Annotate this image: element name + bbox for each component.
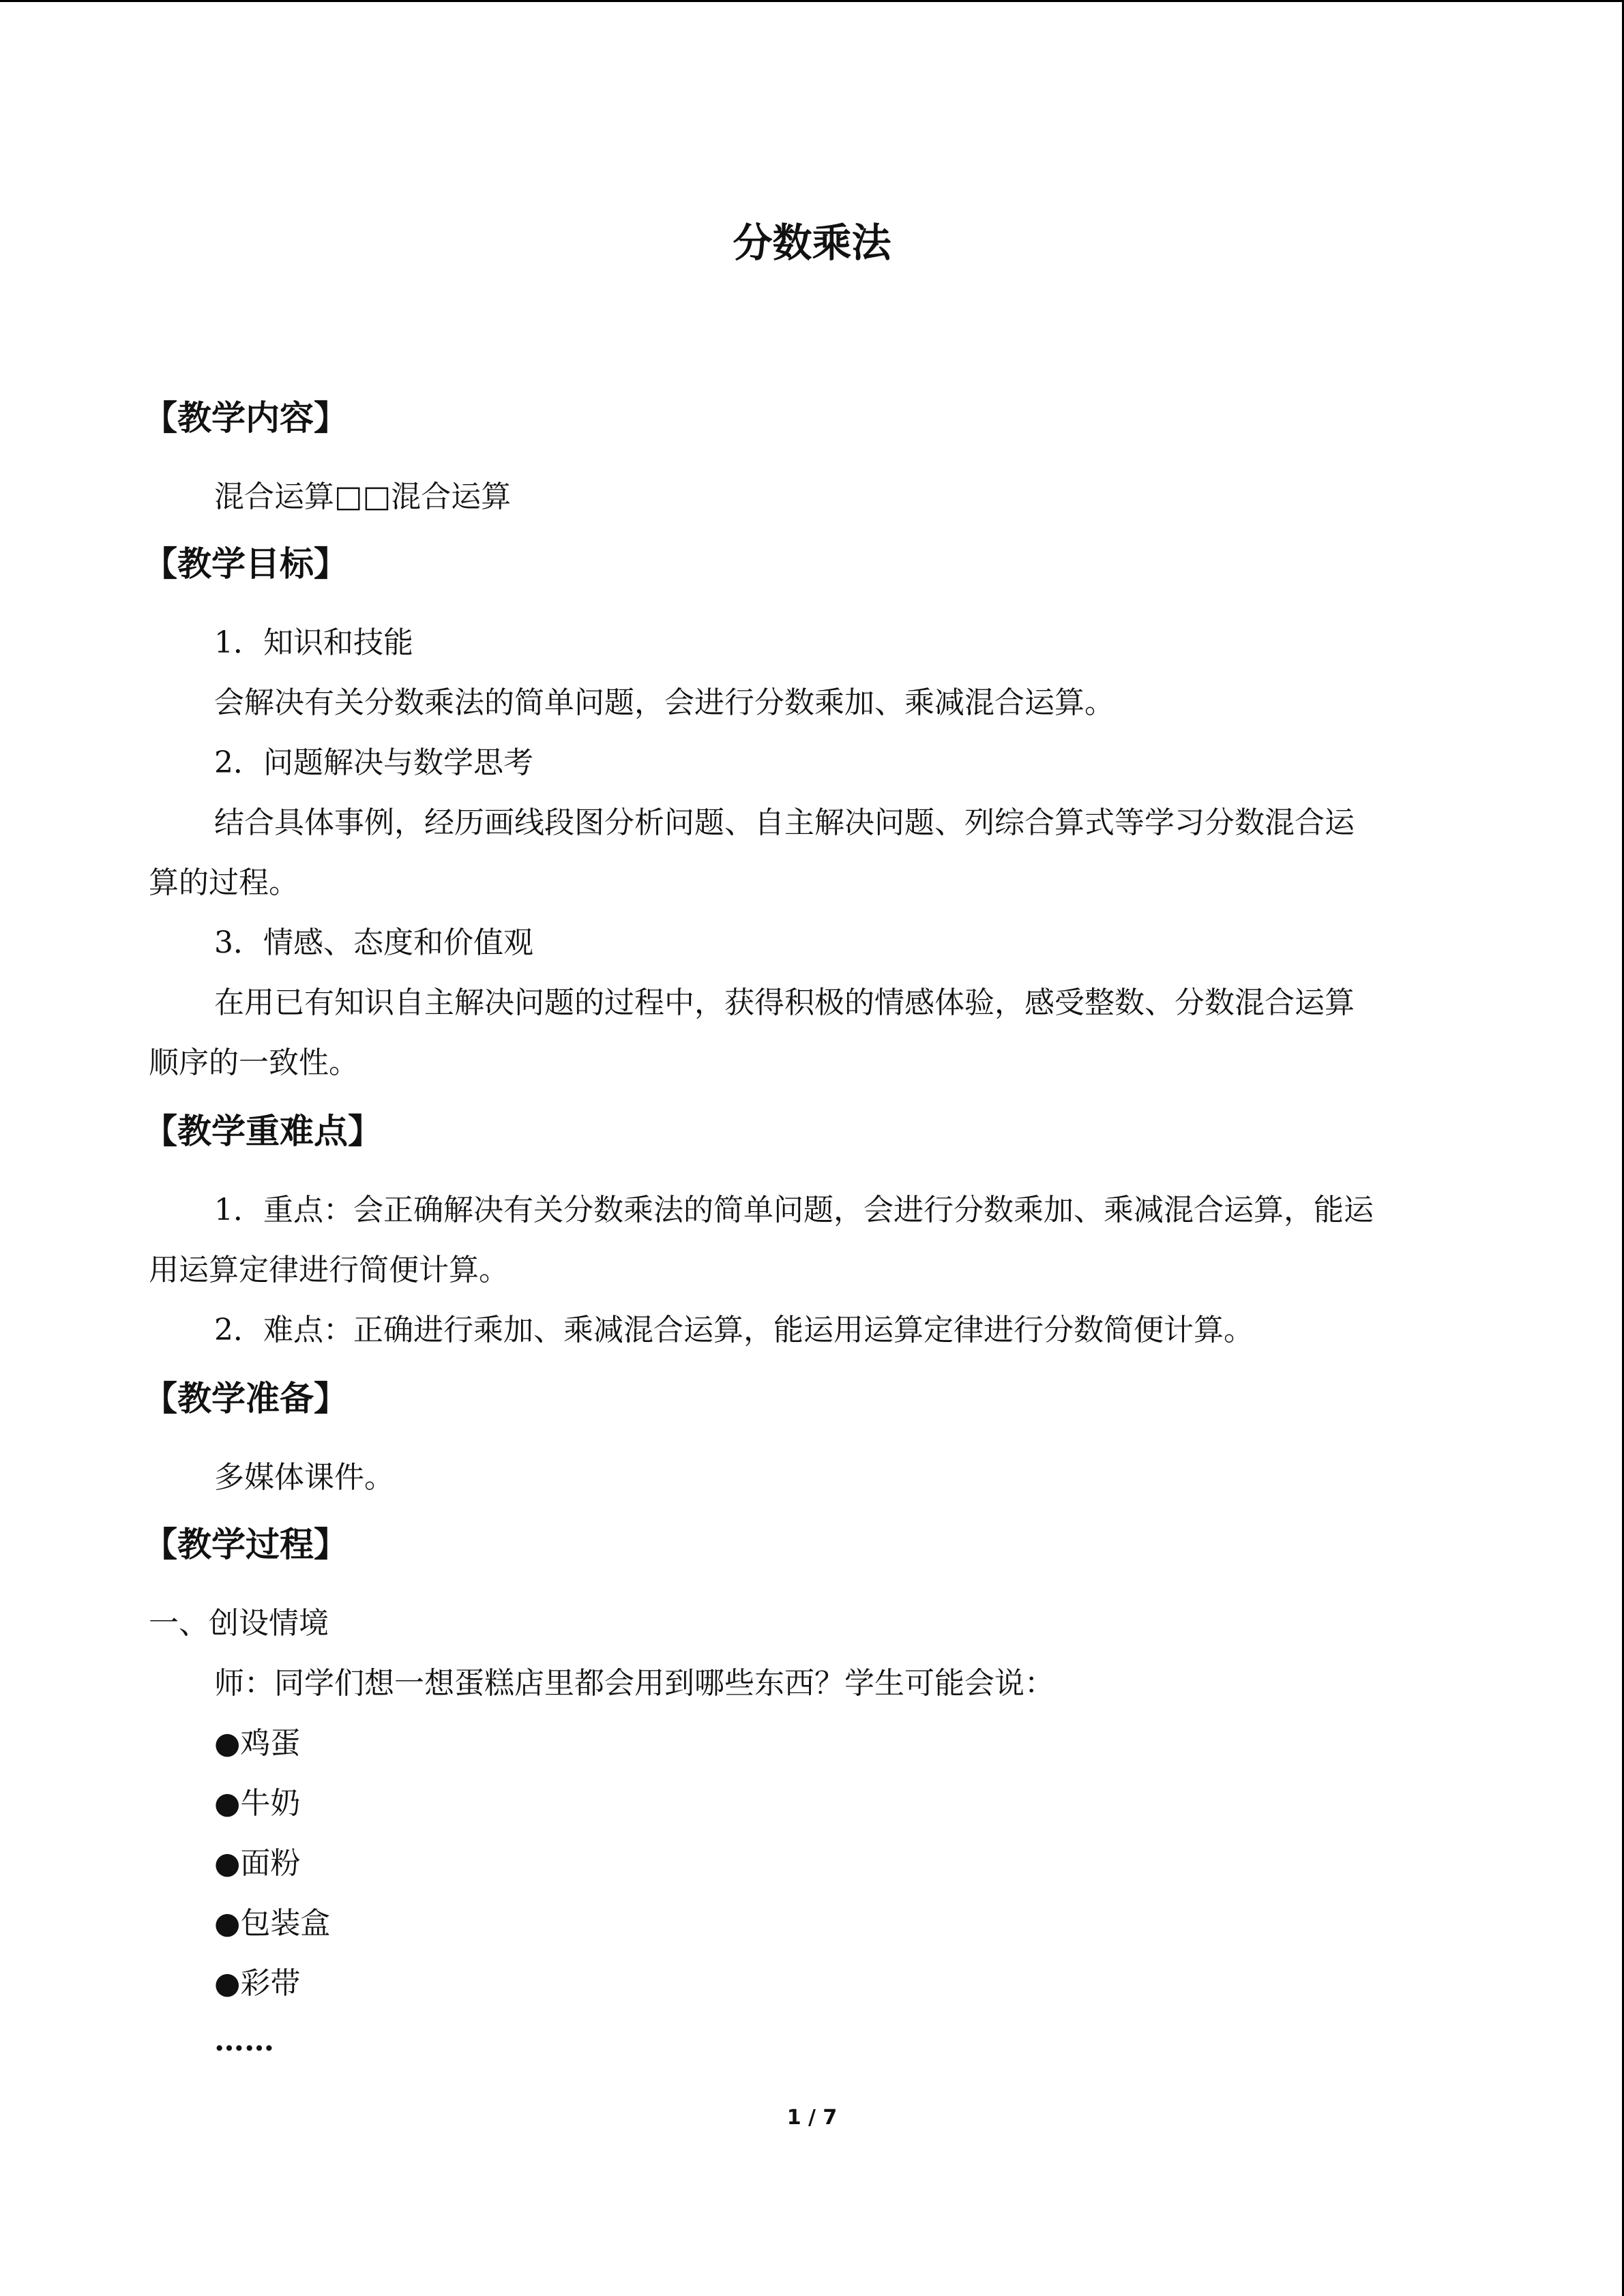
prep-text: 多媒体课件。 (214, 1460, 394, 1495)
goal3-text-line1: 在用已有知识自主解决问题的过程中，获得积极的情感体验，感受整数、分数混合运算 (214, 985, 1355, 1020)
list-item: ●鸡蛋 (214, 1726, 301, 1761)
teacher-line: 师：同学们想一想蛋糕店里都会用到哪些东西？学生可能会说： (214, 1666, 1054, 1701)
goal3-text-line2: 顺序的一致性。 (149, 1045, 359, 1080)
document-title: 分数乘法 (733, 220, 891, 266)
keypoint1-line2: 用运算定律进行简便计算。 (149, 1253, 509, 1287)
heading-key-difficult-points: 【教学重难点】 (143, 1112, 382, 1151)
page-number: 1 / 7 (786, 2106, 838, 2130)
keypoint1-line1: 1．重点：会正确解决有关分数乘法的简单问题，会进行分数乘加、乘减混合运算，能运 (214, 1193, 1374, 1227)
goal1-text: 会解决有关分数乘法的简单问题，会进行分数乘加、乘减混合运算。 (214, 685, 1114, 720)
goal1-title: 1．知识和技能 (214, 625, 413, 660)
list-item: ●彩带 (214, 1966, 301, 2001)
step1-title: 一、创设情境 (149, 1606, 329, 1641)
heading-teaching-prep: 【教学准备】 (143, 1379, 348, 1418)
list-item: ●面粉 (214, 1846, 301, 1881)
list-item: ●牛奶 (214, 1786, 301, 1821)
ellipsis: …… (214, 2023, 274, 2058)
keypoint2: 2．难点：正确进行乘加、乘减混合运算，能运用运算定律进行分数简便计算。 (214, 1313, 1254, 1347)
goal2-text-line2: 算的过程。 (149, 865, 299, 900)
heading-teaching-content: 【教学内容】 (143, 398, 348, 438)
list-item: ●包装盒 (214, 1906, 331, 1941)
goal2-text-line1: 结合具体事例，经历画线段图分析问题、自主解决问题、列综合算式等学习分数混合运 (214, 805, 1355, 840)
goal2-title: 2．问题解决与数学思考 (214, 745, 533, 780)
heading-teaching-goals: 【教学目标】 (143, 544, 348, 584)
content-text: 混合运算□□混合运算 (214, 479, 512, 514)
heading-teaching-process: 【教学过程】 (143, 1525, 348, 1564)
goal3-title: 3．情感、态度和价值观 (214, 925, 533, 960)
